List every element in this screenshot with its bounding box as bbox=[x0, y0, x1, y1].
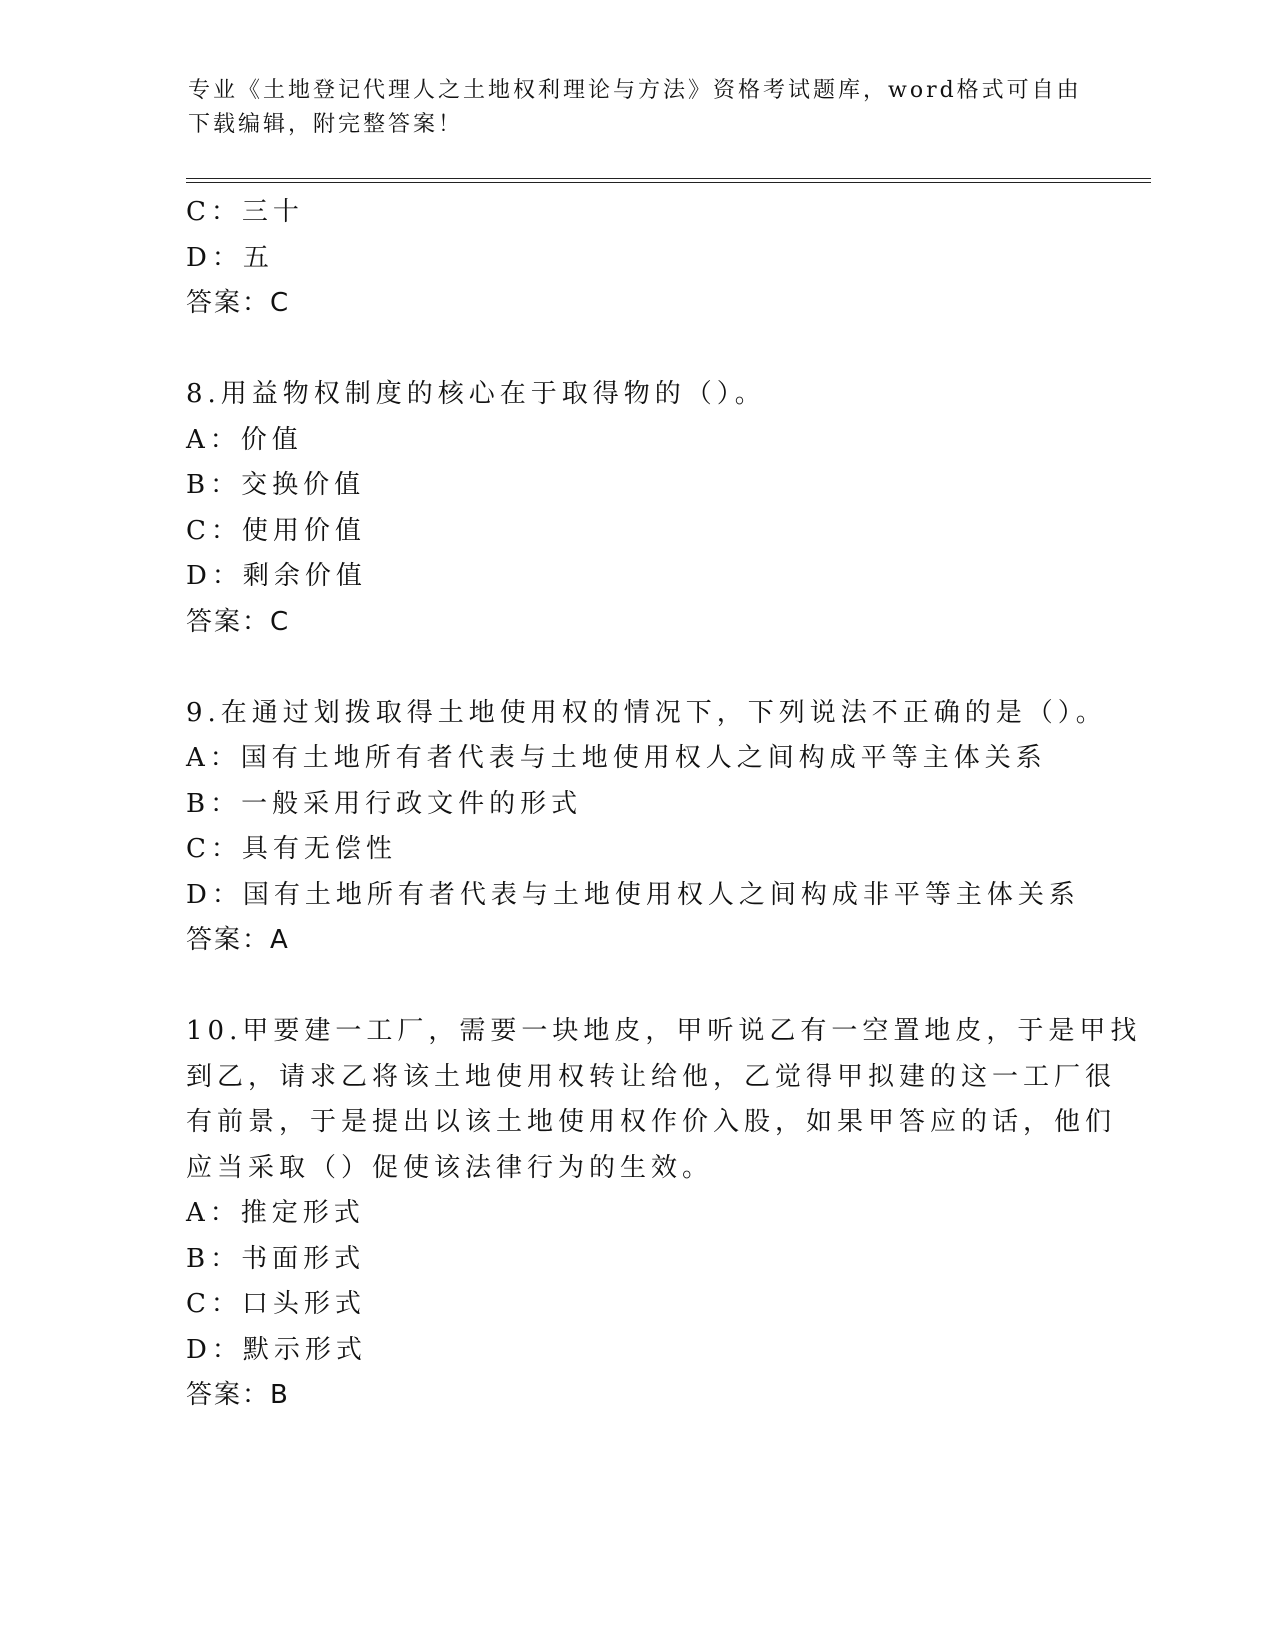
option-b: B：一般采用行政文件的形式 bbox=[186, 788, 583, 819]
spacer bbox=[186, 964, 1086, 1010]
option-d: D：五 bbox=[186, 242, 274, 273]
option-b: B：书面形式 bbox=[186, 1243, 366, 1274]
answer: 答案：C bbox=[186, 288, 291, 318]
option-a: A：国有土地所有者代表与土地使用权人之间构成平等主体关系 bbox=[186, 743, 1047, 773]
option-d: D：剩余价值 bbox=[186, 561, 367, 591]
option-c: C：口头形式 bbox=[186, 1289, 366, 1319]
header-line-1: 专业《土地登记代理人之土地权利理论与方法》资格考试题库，word格式可自由 bbox=[188, 78, 1082, 103]
option-a: A：价值 bbox=[186, 424, 303, 455]
header-rule-top bbox=[186, 178, 1151, 179]
question-stem: 8.用益物权制度的核心在于取得物的（）。 bbox=[186, 379, 766, 409]
option-c: C：三十 bbox=[186, 197, 304, 227]
option-d: D：默示形式 bbox=[186, 1334, 367, 1365]
spacer bbox=[186, 645, 1086, 691]
question-stem-line-2: 到乙，请求乙将该土地使用权转让给他，乙觉得甲拟建的这一工厂很 bbox=[186, 1061, 1117, 1092]
question-list bbox=[186, 190, 1142, 1419]
option-c: C：具有无偿性 bbox=[186, 834, 397, 864]
question-stem: 9.在通过划拨取得土地使用权的情况下，下列说法不正确的是（）。 bbox=[186, 697, 1107, 728]
answer: 答案：C bbox=[186, 606, 291, 637]
option-a: A：推定形式 bbox=[186, 1198, 365, 1228]
question-stem-line-1: 10.甲要建一工厂，需要一块地皮，甲听说乙有一空置地皮，于是甲找 bbox=[186, 1016, 1142, 1046]
spacer bbox=[186, 327, 1086, 373]
question-block-10 bbox=[186, 1009, 1142, 1419]
option-d: D：国有土地所有者代表与土地使用权人之间构成非平等主体关系 bbox=[186, 879, 1080, 910]
answer: 答案：A bbox=[186, 925, 290, 955]
header-line-2: 下载编辑，附完整答案！ bbox=[188, 112, 464, 137]
option-c: C：使用价值 bbox=[186, 515, 366, 546]
option-b: B：交换价值 bbox=[186, 470, 366, 500]
answer: 答案：B bbox=[186, 1380, 290, 1410]
question-stem-line-3: 有前景，于是提出以该土地使用权作价入股，如果甲答应的话，他们 bbox=[186, 1107, 1117, 1137]
question-block-7 bbox=[186, 190, 1086, 327]
question-stem-line-4: 应当采取（）促使该法律行为的生效。 bbox=[186, 1152, 714, 1183]
header-rule-bottom bbox=[186, 182, 1151, 183]
question-block-9 bbox=[186, 691, 1107, 964]
document-header bbox=[188, 74, 1088, 142]
question-block-8 bbox=[186, 372, 1086, 645]
